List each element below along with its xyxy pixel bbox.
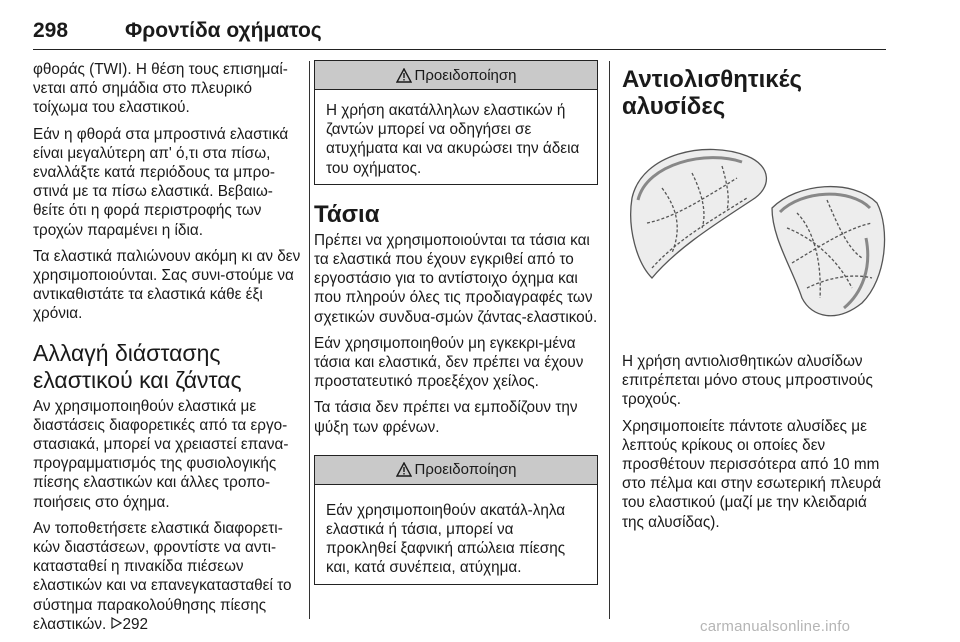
paragraph-different-sizes: Αν χρησιμοποιηθούν ελαστικά με διαστάσεις διαφορετικές από τα εργο-στασιακά, μπορεί να χρειαστεί επανα-προγραμματισμός της φυσιολογικής πίεσης ελαστικών και άλλες τροπο-ποιήσεις στο όχημα. — [33, 397, 289, 511]
warning-triangle-icon — [396, 462, 412, 477]
warning-body — [315, 90, 597, 184]
warning-header — [315, 61, 597, 90]
section-heading-hubcaps: Τάσια — [314, 200, 380, 228]
paragraph-unapproved-hubcaps: Εάν χρησιμοποιηθούν μη εγκεκρι-μένα τάσια και ελαστικά, δεν πρέπει να έχουν προστατευτικό προεξέχον χείλος. — [314, 334, 584, 391]
warning-title: Προειδοποίηση — [414, 461, 517, 479]
paragraph-replace-label-text: Αν τοποθετήσετε ελαστικά διαφορετι-κών διαστάσεων, φροντίστε να αντι-κατασταθεί η πινακίδα πιέσεων ελαστικών και να επανεγκατασταθεί το σύστημα παρακολούθησης πίεσης ελαστικών. — [33, 519, 292, 633]
paragraph-brake-cooling: Τα τάσια δεν πρέπει να εμποδίζουν την ψύξη των φρένων. — [314, 399, 578, 436]
column-1 — [33, 60, 303, 641]
paragraph-rotate-tyres: Εάν η φθορά στα μπροστινά ελαστικά είναι μεγαλύτερη απ' ό,τι στα πίσω, εναλλάξτε κατά περιόδους τα μπρο-στινά με τα πίσω ελαστικά. Βεβαιω-θείτε ότι η φορά περιστροφής των τροχών παραμένει η ίδια. — [33, 125, 289, 239]
page-reference-number[interactable]: 292 — [122, 615, 149, 633]
snow-chains-illustration — [622, 128, 890, 338]
paragraph-tread-indicators: φθοράς (TWI). Η θέση τους επισημαί-νεται από σημάδια στο πλευρικό τοίχωμα του ελαστικού. — [33, 61, 288, 117]
section-heading-snow-chains: Αντιολισθητικές αλυσίδες — [622, 66, 802, 120]
heading-line-2: ελαστικού και ζάντας — [33, 366, 242, 393]
warning-title: Προειδοποίηση — [414, 66, 517, 84]
column-2 — [314, 60, 598, 603]
column-3 — [622, 60, 890, 539]
warning-header — [315, 456, 597, 485]
heading-line-1: Αλλαγή διάστασης — [33, 339, 221, 366]
paragraph-front-wheels-only: Η χρήση αντιολισθητικών αλυσίδων επιτρέπεται μόνο στους μπροστινούς τροχούς. — [622, 353, 873, 409]
paragraph-approved-hubcaps: Πρέπει να χρησιμοποιούνται τα τάσια και τα ελαστικά που έχουν εγκριθεί από το εργοστάσιο για το αντίστοιχο όχημα και που πληρούν όλες τις προδιαγραφές των σχετικών συνδυα-σμών ζάντας-ελαστικού. — [314, 231, 598, 326]
warning-body — [315, 485, 597, 584]
section-heading-size-change — [33, 340, 303, 394]
paragraph-replace-label — [33, 519, 303, 634]
paragraph-fine-link-chains: Χρησιμοποιείτε πάντοτε αλυσίδες με λεπτούς κρίκους οι οποίες δεν προσθέτουν περισσότερα από 10 mm στο πέλμα και στην εσωτερική πλευρά του ελαστικού (μαζί με την κλειδαριά της αλυσίδας). — [622, 417, 882, 531]
warning-triangle-icon — [396, 68, 412, 83]
page-title: Φροντίδα οχήματος — [125, 19, 322, 42]
column-divider-2 — [609, 61, 610, 619]
column-divider-1 — [309, 61, 310, 619]
paragraph-tyre-aging: Τα ελαστικά παλιώνουν ακόμη κι αν δεν χρησιμοποιούνται. Σας συνι-στούμε να αντικαθιστάτε τα ελαστικά κάθε έξι χρόνια. — [33, 247, 301, 323]
header-divider — [33, 49, 886, 50]
watermark: carmanualsonline.info — [700, 618, 851, 635]
page-header — [33, 0, 886, 50]
warning-text: Εάν χρησιμοποιηθούν ακατάλ-ληλα ελαστικά ή τάσια, μπορεί να προκληθεί ξαφνική απώλεια πίεσης και, κατά συνέπεια, ατύχημα. — [326, 501, 566, 577]
page-reference-arrow-icon[interactable] — [111, 615, 123, 634]
warning-box-unsuitable — [314, 455, 598, 585]
warning-box-rims — [314, 60, 598, 185]
page-number: 298 — [33, 19, 69, 42]
warning-text: Η χρήση ακατάλληλων ελαστικών ή ζαντών μπορεί να οδηγήσει σε ατυχήματα και να ακυρώσει την άδεια του οχήματος. — [326, 102, 580, 177]
